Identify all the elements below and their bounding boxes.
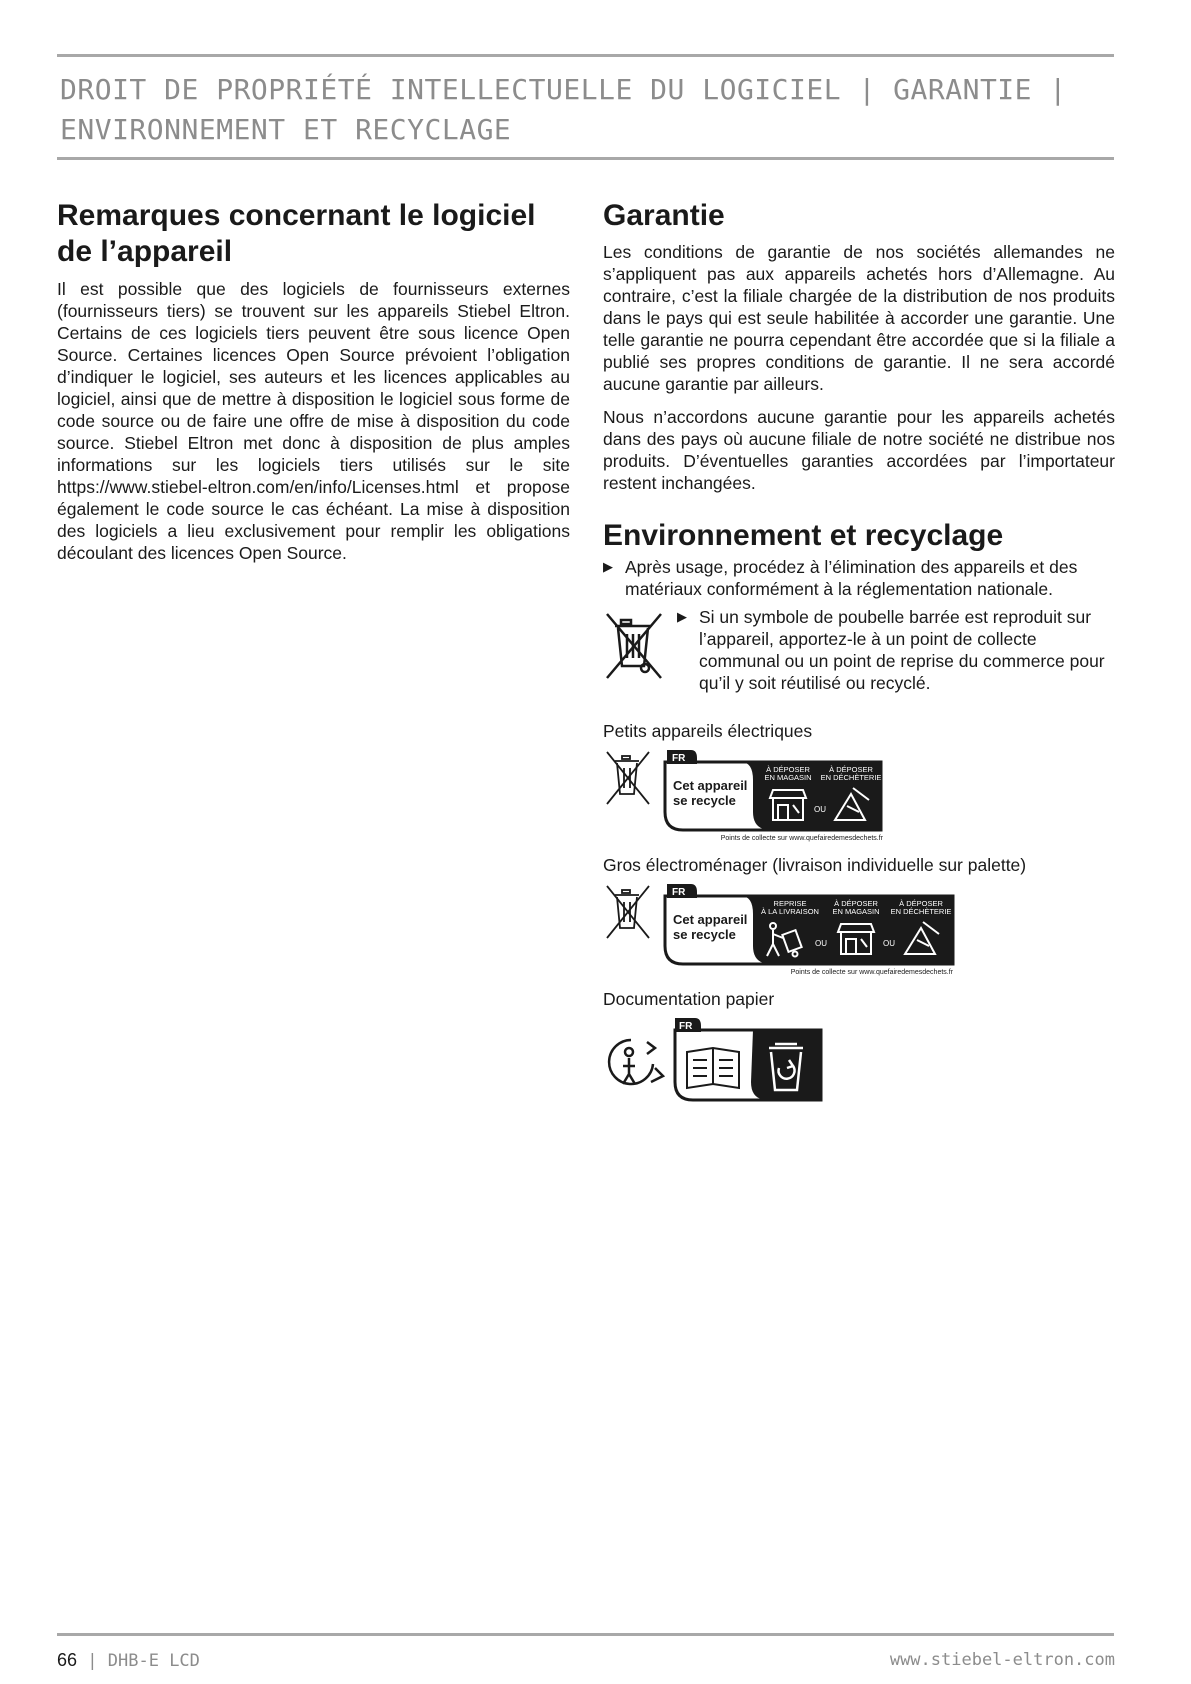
country-code: FR — [679, 1021, 693, 1032]
right-column — [603, 198, 1115, 1110]
store-label-1: À DÉPOSER — [766, 765, 810, 774]
info-panel — [665, 750, 881, 830]
logo-text-line-2: se recycle — [673, 793, 736, 808]
large-appliances-triman-logo — [603, 884, 1115, 976]
environment-bullet-2 — [677, 606, 1115, 694]
weee-instruction — [603, 606, 1115, 694]
software-body: Il est possible que des logiciels de fournisseurs externes (fournisseurs tiers) se trouvent sur les appareils Stiebel Eltron. Certains de ces logiciels tiers peuvent être sous licence Open Source. Certaines licences Open Source prévoient l’obligation d’indiquer le logiciel, ses auteurs et les licences applicables au logiciel, ainsi que de mettre à disposition le logiciel sous forme de code source ou de faire une offre de mise à disposition du code source. Stiebel Eltron met donc à disposition de plus amples informations sur les logiciels tiers utilisés sur le site https://www.stiebel-eltron.com/en/info/Licenses.html et propose également le code source le cas échéant. La mise à disposition des logiciels a lieu exclusivement pour remplir les obligations découlant des licences Open Source. — [57, 279, 570, 563]
centre-label-1: À DÉPOSER — [829, 765, 873, 774]
footer-separator: | — [87, 1651, 98, 1671]
collection-note: Points de collecte sur www.quefairedemesdechets.fr — [720, 835, 883, 842]
logo-text-line-1: Cet appareil — [673, 912, 748, 927]
environment-bullet-1-text: Après usage, procédez à l’élimination des appareils et des matériaux conformément à la réglementation nationale. — [625, 557, 1078, 599]
country-code: FR — [672, 753, 686, 764]
small-appliances-triman-logo — [603, 750, 1115, 842]
small-appliances-label: Petits appareils électriques — [603, 721, 813, 741]
pickup-label-1: REPRISE — [773, 899, 807, 908]
info-panel — [665, 884, 953, 964]
page-header-title: DROIT DE PROPRIÉTÉ INTELLECTUELLE DU LOGICIEL | GARANTIE | ENVIRONNEMENT ET RECYCLAGE — [60, 73, 1067, 146]
environment-bullet-2-text: Si un symbole de poubelle barrée est reproduit sur l’appareil, apportez-le à un point de collecte communal ou un point de reprise du commerce pour qu’il y soit réutilisé ou recyclé. — [699, 607, 1105, 693]
environment-bullet-1 — [603, 556, 1115, 600]
pickup-label-2: À LA LIVRAISON — [761, 907, 819, 916]
paper-documentation-label: Documentation papier — [603, 989, 775, 1009]
store-label-2: EN MAGASIN — [832, 907, 880, 916]
left-column — [57, 198, 570, 564]
or-text: OU — [883, 939, 895, 948]
warranty-paragraph-2: Nous n’accordons aucune garantie pour les appareils achetés dans des pays où aucune filiale de notre société ne distribue nos produits. D’éventuelles garanties accordées par l’importateur restent inchangées. — [603, 407, 1115, 493]
crossed-bin-icon — [607, 752, 649, 804]
large-appliances-label: Gros électroménager (livraison individuelle sur palette) — [603, 855, 1027, 875]
environment-heading: Environnement et recyclage — [603, 519, 1004, 552]
logo-text-line-1: Cet appareil — [673, 778, 748, 793]
header-top-rule — [57, 54, 1114, 57]
model-name: DHB-E LCD — [107, 1651, 200, 1671]
paper-triman-logo — [603, 1018, 1115, 1110]
or-text: OU — [815, 939, 827, 948]
or-text: OU — [814, 805, 826, 814]
triman-logo-large — [603, 884, 965, 976]
country-code: FR — [672, 887, 686, 898]
software-heading: Remarques concernant le logiciel de l’appareil — [57, 199, 536, 268]
bullet-triangle-icon: ▶ — [677, 609, 687, 624]
info-panel — [675, 1018, 821, 1100]
footer-website: www.stiebel-eltron.com — [889, 1650, 1115, 1670]
warranty-heading: Garantie — [603, 199, 725, 232]
crossed-bin-icon — [603, 610, 665, 682]
crossed-bin-icon — [607, 886, 649, 938]
page-number: 66 — [57, 1650, 78, 1670]
triman-logo-paper — [603, 1018, 833, 1110]
bullet-triangle-icon: ▶ — [603, 559, 613, 574]
footer-rule — [57, 1633, 1114, 1636]
centre-label-2: EN DÉCHÈTERIE — [820, 773, 882, 782]
header-bottom-rule — [57, 157, 1114, 160]
triman-recycle-icon — [609, 1040, 663, 1084]
centre-label-1: À DÉPOSER — [899, 899, 943, 908]
centre-label-2: EN DÉCHÈTERIE — [890, 907, 952, 916]
store-label-2: EN MAGASIN — [764, 773, 812, 782]
store-label-1: À DÉPOSER — [834, 899, 878, 908]
footer-page-info — [57, 1650, 200, 1671]
logo-text-line-2: se recycle — [673, 927, 736, 942]
triman-logo-small — [603, 750, 893, 842]
collection-note: Points de collecte sur www.quefairedemesdechets.fr — [790, 969, 953, 976]
warranty-paragraph-1: Les conditions de garantie de nos sociétés allemandes ne s’appliquent pas aux appareils achetés hors d’Allemagne. Au contraire, c’est la filiale chargée de la distribution de nos produits dans le pays qui est seule habilitée à accorder une garantie. Une telle garantie ne pourra cependant être accordée que si la filiale a publié ses propres conditions de garantie. Il ne sera accordé aucune garantie par ailleurs. — [603, 242, 1115, 394]
